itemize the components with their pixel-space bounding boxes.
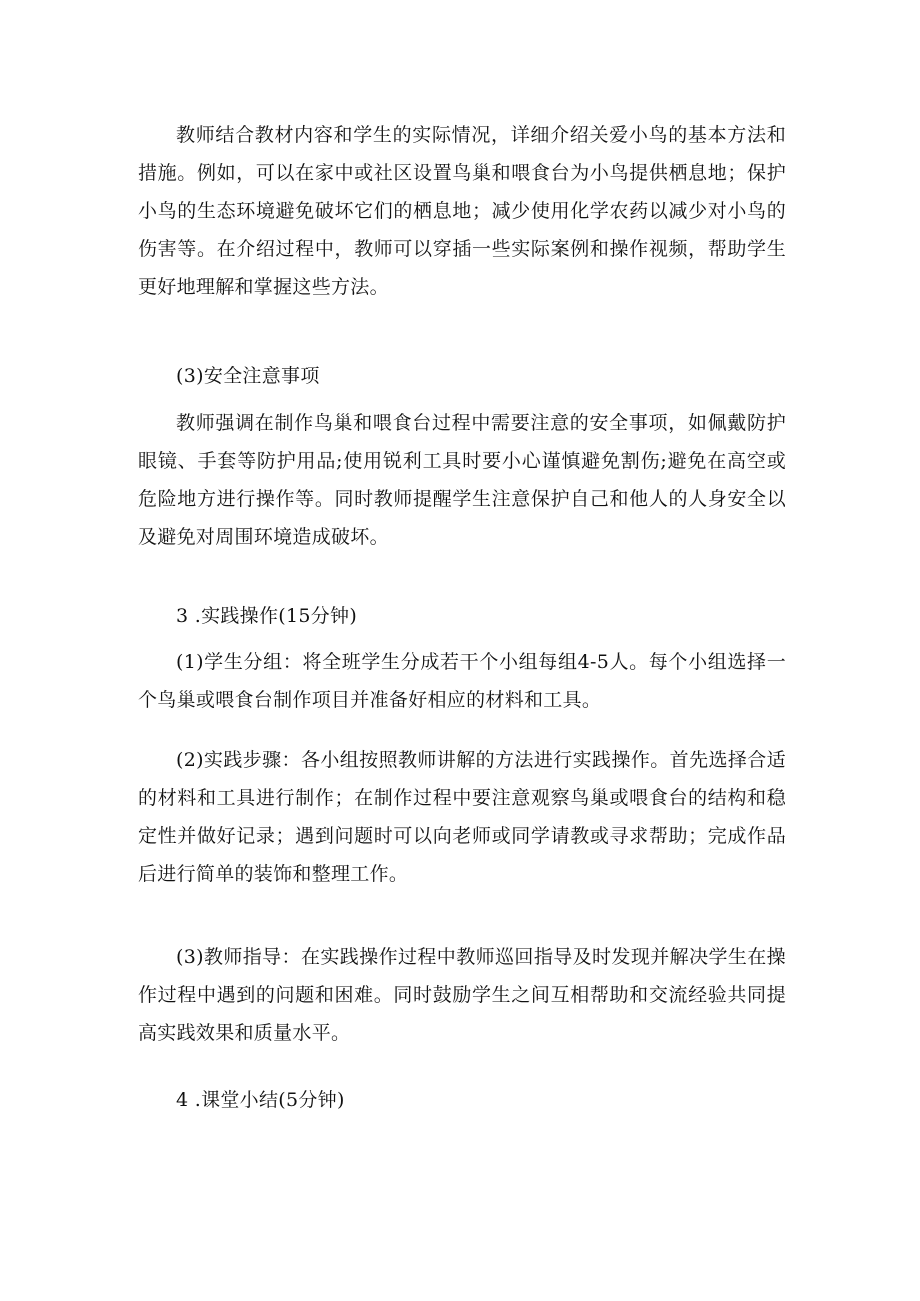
paragraph-student-grouping: (1)学生分组：将全班学生分成若干个小组每组4-5人。每个小组选择一个鸟巢或喂食台制作项目并准备好相应的材料和工具。: [138, 651, 786, 711]
paragraph-care-methods: 教师结合教材内容和学生的实际情况，详细介绍关爱小鸟的基本方法和措施。例如，可以在家中或社区设置鸟巢和喂食台为小鸟提供栖息地；保护小鸟的生态环境避免破坏它们的栖息地；减少使用化学农药以减少对小鸟的伤害等。在介绍过程中，教师可以穿插一些实际案例和操作视频，帮助学生更好地理解和掌握这些方法。: [138, 124, 786, 298]
heading-practice-operation: 3 .实践操作(15分钟): [176, 605, 358, 627]
heading-class-summary: 4 .课堂小结(5分钟): [176, 1089, 345, 1111]
paragraph-teacher-guidance: (3)教师指导：在实践操作过程中教师巡回指导及时发现并解决学生在操作过程中遇到的问题和困难。同时鼓励学生之间互相帮助和交流经验共同提高实践效果和质量水平。: [138, 946, 786, 1044]
paragraph-practice-steps: (2)实践步骤：各小组按照教师讲解的方法进行实践操作。首先选择合适的材料和工具进行制作；在制作过程中要注意观察鸟巢或喂食台的结构和稳定性并做好记录；遇到问题时可以向老师或同学请教或寻求帮助；完成作品后进行简单的装饰和整理工作。: [138, 749, 786, 885]
heading-safety-notes: (3)安全注意事项: [176, 365, 320, 387]
paragraph-safety-details: 教师强调在制作鸟巢和喂食台过程中需要注意的安全事项，如佩戴防护眼镜、手套等防护用品;使用锐利工具时要小心谨慎避免割伤;避免在高空或危险地方进行操作等。同时教师提醒学生注意保护自己和他人的人身安全以及避免对周围环境造成破坏。: [138, 412, 786, 548]
